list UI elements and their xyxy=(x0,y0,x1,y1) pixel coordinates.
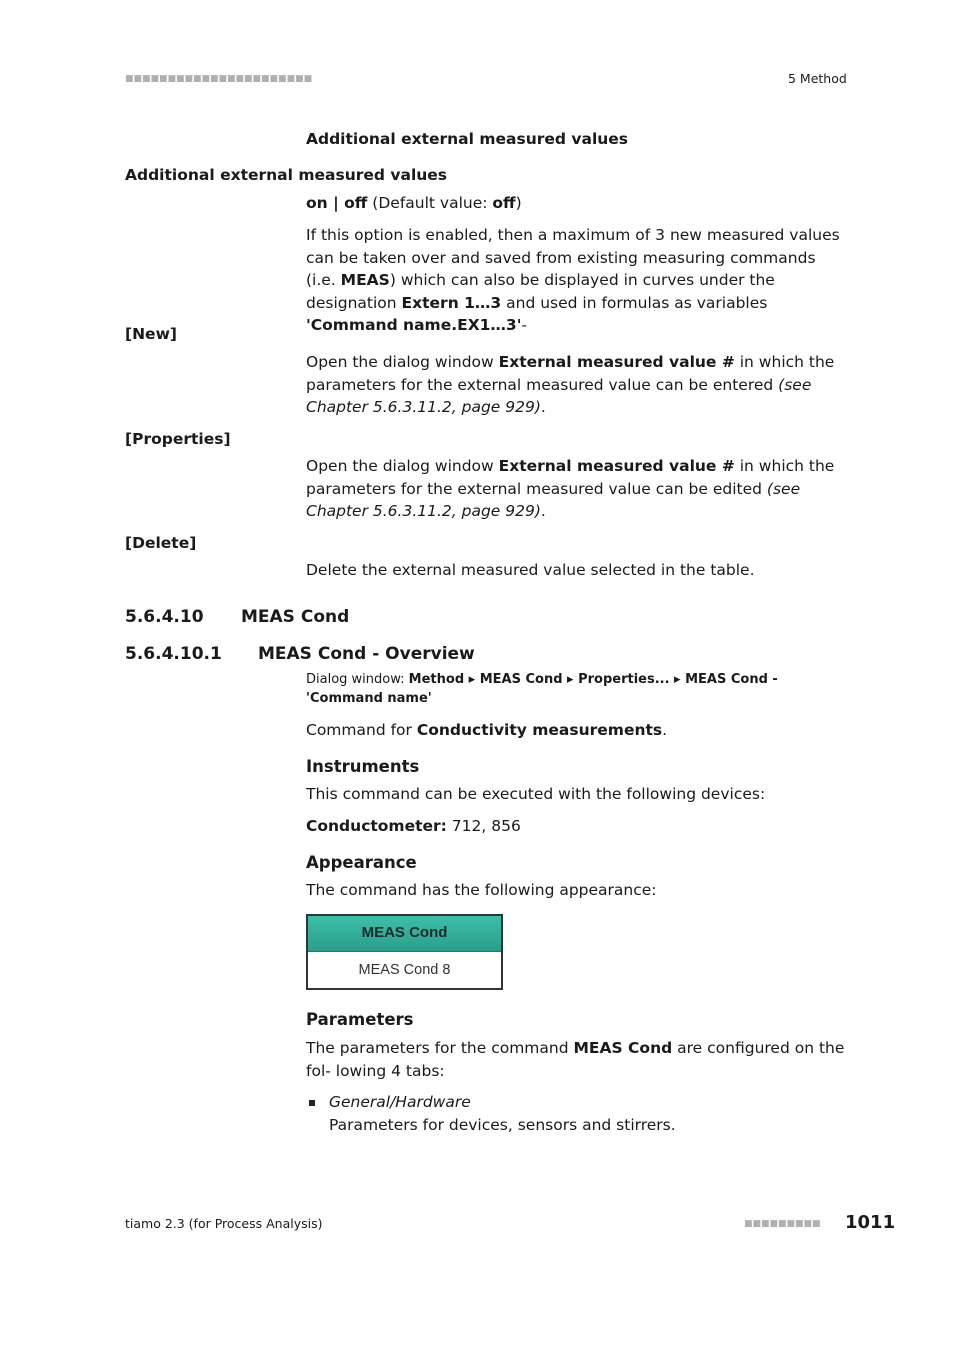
desc-text: in which the parameters for the external measured value can be entered xyxy=(306,353,835,394)
param-values-line xyxy=(306,192,522,215)
desc-text: . xyxy=(540,398,546,416)
instruments-heading: Instruments xyxy=(306,757,420,776)
desc-text: ) which can also be displayed in curves under the designation xyxy=(306,271,775,312)
parameters-text xyxy=(306,1037,846,1082)
desc-text: in which the parameters for the external measured value can be edited xyxy=(306,457,835,498)
desc-text: - xyxy=(521,316,528,334)
parameters-text-part: are configured on the fol- lowing 4 tabs: xyxy=(306,1039,845,1080)
value-sep: | xyxy=(327,194,345,212)
desc-bold: 'Command name.EX1…3' xyxy=(306,316,522,334)
param-label-properties: [Properties] xyxy=(125,430,231,448)
section-title: MEAS Cond xyxy=(241,607,350,627)
command-for-prefix: Command for xyxy=(306,721,417,739)
subsection-title: MEAS Cond - Overview xyxy=(258,644,475,664)
default-value: off xyxy=(492,194,516,212)
value-on: on xyxy=(306,194,328,212)
desc-text: If this option is enabled, then a maximum of 3 new measured values can be taken over and saved from existing measuring commands (i.e. xyxy=(306,226,840,289)
chapter-ref: (see Chapter 5.6.3.11.2, page 929) xyxy=(306,375,812,416)
header-dots: ■■■■■■■■■■■■■■■■■■■■■■ xyxy=(125,74,313,84)
section-number: 5.6.4.10 xyxy=(125,607,204,627)
command-for-bold: Conductivity measurements xyxy=(416,721,663,739)
desc-bold: External measured value # xyxy=(498,353,735,371)
section-heading: Additional external measured values xyxy=(306,130,629,148)
default-prefix: (Default value: xyxy=(367,194,493,212)
dialog-path-value: Method ▸ MEAS Cond ▸ Properties... ▸ MEAS Cond - 'Command name' xyxy=(306,672,778,706)
command-widget xyxy=(306,914,503,990)
instruments-devices xyxy=(306,815,521,838)
appearance-text: The command has the following appearance: xyxy=(306,881,657,899)
parameters-heading: Parameters xyxy=(306,1010,414,1029)
appearance-heading: Appearance xyxy=(306,853,417,872)
command-widget-header: MEAS Cond xyxy=(308,916,501,952)
param-desc-properties xyxy=(306,455,836,523)
param-label-additional: Additional external measured values xyxy=(125,166,448,184)
device-label: Conductometer: xyxy=(306,817,447,835)
instruments-text: This command can be executed with the following devices: xyxy=(306,785,766,803)
list-item-title: General/Hardware xyxy=(329,1093,471,1111)
parameters-text-bold: MEAS Cond xyxy=(573,1039,673,1057)
subsection-number: 5.6.4.10.1 xyxy=(125,644,222,664)
desc-bold: Extern 1…3 xyxy=(401,293,502,312)
param-desc-new xyxy=(306,351,836,419)
chapter-ref: (see Chapter 5.6.3.11.2, page 929) xyxy=(306,479,801,520)
header-chapter: 5 Method xyxy=(788,71,847,86)
device-value: 712, 856 xyxy=(446,817,521,835)
footer-product: tiamo 2.3 (for Process Analysis) xyxy=(125,1216,323,1231)
desc-bold: External measured value # xyxy=(498,457,735,475)
bullet-marker xyxy=(309,1100,315,1106)
param-desc-delete: Delete the external measured value selected in the table. xyxy=(306,561,755,579)
parameters-text-part: The parameters for the command xyxy=(306,1039,574,1057)
dialog-path xyxy=(306,670,841,708)
value-off: off xyxy=(344,194,368,212)
param-desc-additional xyxy=(306,224,841,337)
command-for xyxy=(306,719,667,742)
footer-dots: ■■■■■■■■■ xyxy=(744,1219,821,1229)
param-label-new: [New] xyxy=(125,325,177,343)
command-widget-name: MEAS Cond 8 xyxy=(358,961,451,978)
desc-text: Open the dialog window xyxy=(306,353,499,371)
desc-text: Open the dialog window xyxy=(306,457,499,475)
page-number: 1011 xyxy=(845,1212,896,1233)
desc-bold: MEAS xyxy=(340,271,390,289)
desc-text: and used in formulas as variables xyxy=(501,293,768,312)
desc-text: . xyxy=(540,502,546,520)
command-for-suffix: . xyxy=(662,721,668,739)
default-suffix: ) xyxy=(515,194,522,212)
param-label-delete: [Delete] xyxy=(125,534,197,552)
dialog-path-prefix: Dialog window: xyxy=(306,672,409,687)
list-item-desc: Parameters for devices, sensors and stirrers. xyxy=(329,1116,676,1134)
